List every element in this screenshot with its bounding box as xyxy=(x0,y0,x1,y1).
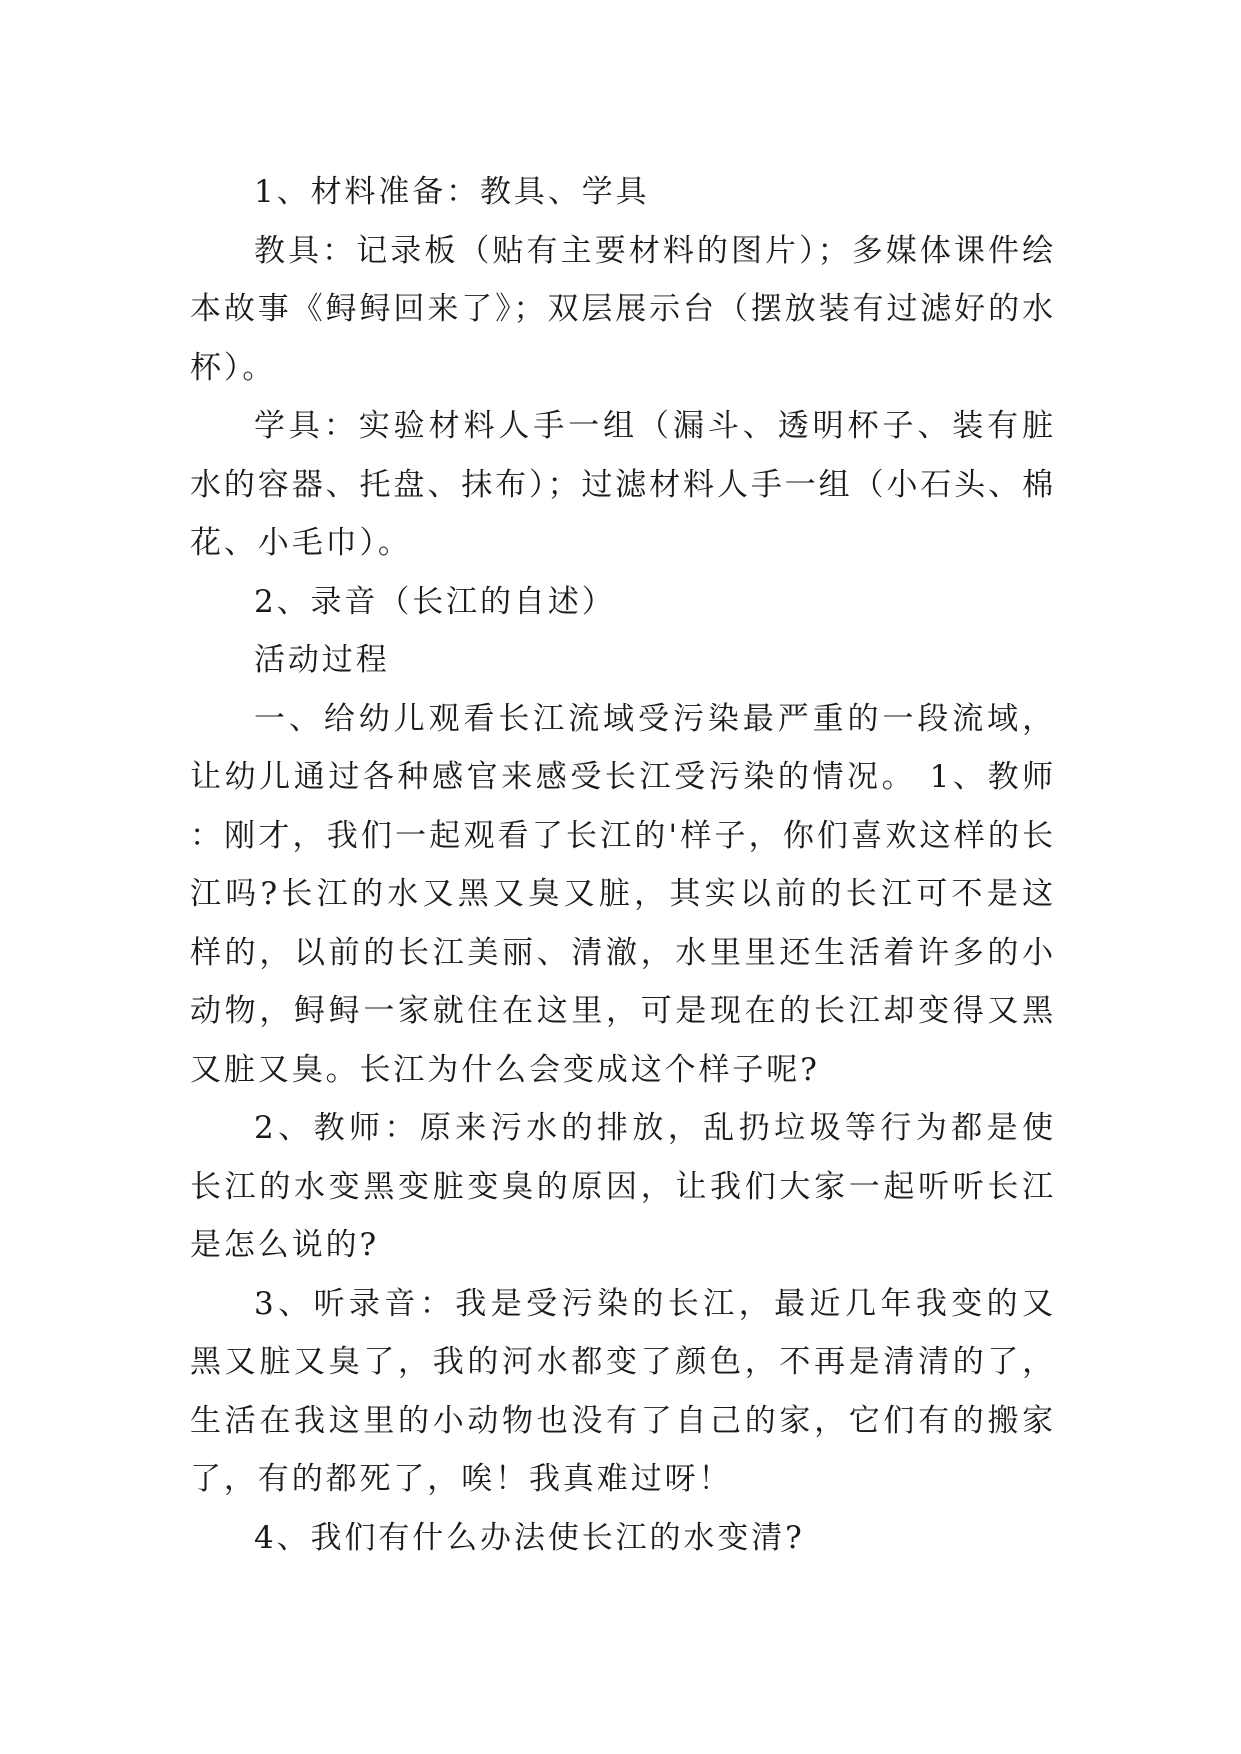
paragraph-teaching-aids: 教具：记录板（贴有主要材料的图片）；多媒体课件绘本故事《鲟鲟回来了》；双层展示台（摆放装有过滤好的水杯）。 xyxy=(190,232,1056,386)
paragraph-materials-heading: 1、材料准备：教具、学具 xyxy=(254,174,650,210)
paragraph-step-one: 一、给幼儿观看长江流域受污染最严重的一段流域，让幼儿通过各种感官来感受长江受污染的情况。 1、教师：刚才，我们一起观看了长江的'样子，你们喜欢这样的长江吗?长江的水又黑又臭又脏，其实以前的长江可不是这样的，以前的长江美丽、清澈，水里里还生活着许多的小动物，鲟鲟一家就住在这里，可是现在的长江却变得又黑又脏又臭。长江为什么会变成这个样子呢? xyxy=(190,700,1056,1088)
paragraph-learning-aids: 学具：实验材料人手一组（漏斗、透明杯子、装有脏水的容器、托盘、抹布）；过滤材料人手一组（小石头、棉花、小毛巾）。 xyxy=(190,408,1056,561)
paragraph-step-two: 2、教师：原来污水的排放，乱扔垃圾等行为都是使长江的水变黑变脏变臭的原因，让我们大家一起听听长江是怎么说的? xyxy=(190,1110,1056,1263)
paragraph-step-four: 4、我们有什么办法使长江的水变清? xyxy=(254,1519,805,1556)
document-body xyxy=(190,163,1056,1567)
paragraph-step-three: 3、听录音：我是受污染的长江，最近几年我变的又黑又脏又臭了，我的河水都变了颜色，不再是清清的了，生活在我这里的小动物也没有了自己的家，它们有的搬家了，有的都死了，唉！我真难过呀！ xyxy=(190,1285,1056,1497)
paragraph-recording: 2、录音（长江的自述） xyxy=(254,583,616,620)
paragraph-activity-process-heading: 活动过程 xyxy=(254,642,390,678)
